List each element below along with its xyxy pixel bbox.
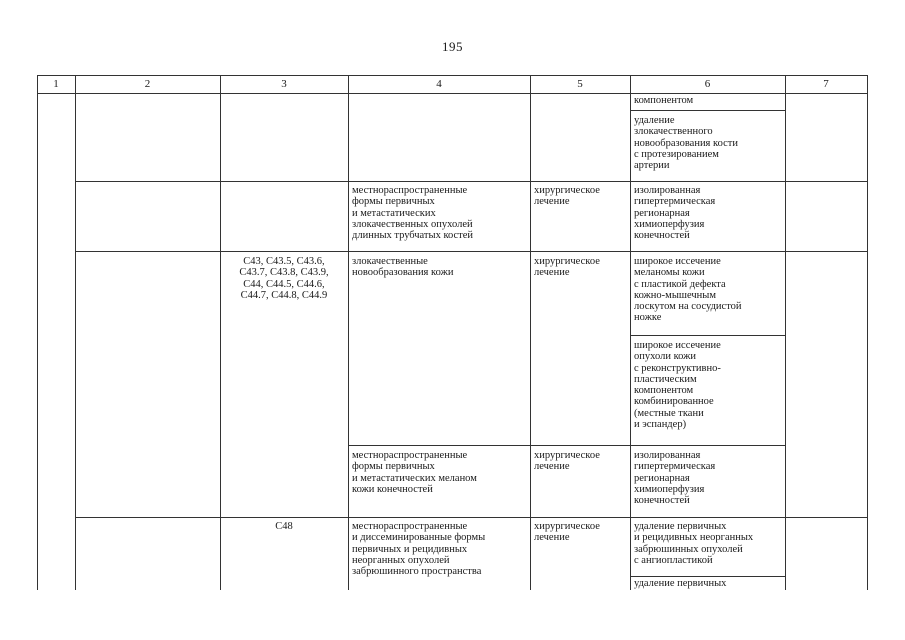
header-col-4: 4: [436, 78, 442, 90]
r5-col3: C48: [275, 521, 293, 532]
r5-col6b: удаление первичных: [634, 578, 727, 589]
r4-col4: местнораспространенные формы первичных и метастатических меланом кожи конечностей: [352, 450, 477, 495]
r2-col6: изолированная гипертермическая регионарная химиоперфузия конечностей: [634, 185, 716, 242]
r1-col6b: удаление злокачественного новообразования кости с протезированием артерии: [634, 115, 738, 172]
r3-col6b: широкое иссечение опухоли кожи с реконструктивно- пластическим компонентом комбинированное (местные ткани и эспандер): [634, 340, 721, 431]
r1-col6a: компонентом: [634, 95, 694, 106]
header-col-1: 1: [53, 78, 59, 90]
r4-col5: хирургическое лечение: [534, 450, 600, 473]
r5-col4: местнораспространенные и диссеминированные формы первичных и рецидивных неорганных опухолей забрюшинного пространства: [352, 521, 486, 578]
page-number: 195: [442, 39, 463, 54]
r3-col5: хирургическое лечение: [534, 256, 600, 279]
header-col-2: 2: [144, 78, 151, 90]
r5-col5: хирургическое лечение: [534, 521, 600, 544]
r3-col4: злокачественные новообразования кожи: [352, 256, 454, 279]
r3-col6a: широкое иссечение меланомы кожи с пластикой дефекта кожно-мышечным лоскутом на сосудистой ножке: [634, 256, 742, 324]
r2-col4: местнораспространенные формы первичных и метастатических злокачественных опухолей длинных трубчатых костей: [352, 185, 474, 242]
header-col-5: 5: [577, 78, 583, 90]
r2-col5: хирургическое лечение: [534, 185, 600, 208]
header-col-6: 6: [704, 78, 711, 90]
r4-col6: изолированная гипертермическая регионарная химиоперфузия конечностей: [634, 450, 716, 507]
header-col-7: 7: [823, 78, 829, 90]
header-col-3: 3: [281, 78, 287, 90]
r3-col3: C43, C43.5, C43.6, C43.7, C43.8, C43.9, C44, C44.5, C44.6, C44.7, C44.8, C44.9: [239, 256, 329, 301]
r5-col6a: удаление первичных и рецидивных неорганных забрюшинных опухолей с ангиопластикой: [634, 521, 754, 566]
